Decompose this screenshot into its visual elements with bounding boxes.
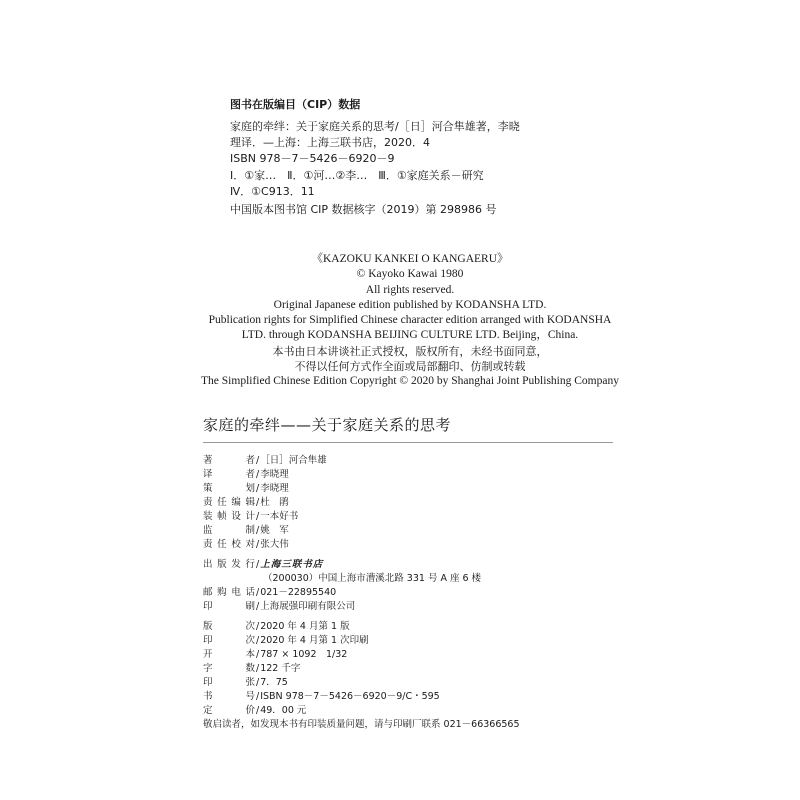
simplified-edition-copyright: The Simplified Chinese Edition Copyright © 2020 by Shanghai Joint Publishing Company (201, 375, 619, 388)
cip-isbn: ISBN 978－7－5426－6920－9 (230, 152, 395, 165)
authorization-notice: 本书由日本讲谈社正式授权，版权所有，未经书面同意， (272, 344, 548, 358)
credit-label: 责任校对 (203, 539, 255, 550)
credit-label: 译者 (203, 469, 255, 480)
publisher-row: 出版发行/上海三联书店 (203, 559, 324, 570)
spec-label: 印张 (203, 677, 255, 688)
publisher-address: （200030）中国上海市漕溪北路 331 号 A 座 6 楼 (263, 573, 482, 584)
rights-reserved: All rights reserved. (365, 283, 455, 296)
original-title: 《KAZOKU KANKEI O KANGAERU》 (311, 253, 509, 265)
credit-value: 李晓理 (260, 469, 289, 480)
cip-entry-line: 理译．—上海：上海三联书店，2020．4 (230, 136, 430, 149)
reader-notice: 敬启读者，如发现本书有印装质量问题，请与印刷厂联系 021－66366565 (203, 719, 520, 730)
copyright-line: © Kayoko Kawai 1980 (356, 268, 464, 281)
credit-row: 装帧设计/一本好书 (203, 511, 299, 522)
spec-label: 书号 (203, 691, 255, 702)
credit-row: 策划/李晓理 (203, 483, 289, 494)
spec-label: 开本 (203, 649, 255, 660)
printer-label: 印刷 (203, 601, 255, 612)
spec-label: 印次 (203, 635, 255, 646)
phone-row: 邮购电话/021－22895540 (203, 587, 337, 598)
book-title: 家庭的牵绊——关于家庭关系的思考 (203, 416, 452, 434)
spec-row: 定价/49．00 元 (203, 705, 307, 716)
publisher-seal-logo: 上海三联书店 (260, 559, 324, 570)
spec-label: 定价 (203, 705, 255, 716)
cip-record-number: 中国版本图书馆 CIP 数据核字（2019）第 298986 号 (230, 203, 497, 216)
credit-row: 译者/李晓理 (203, 469, 289, 480)
cip-heading: 图书在版编目（CIP）数据 (230, 98, 361, 111)
publisher-label: 出版发行 (203, 559, 255, 570)
spec-row: 书号/ISBN 978－7－5426－6920－9/C・595 (203, 691, 440, 702)
credit-label: 策划 (203, 483, 255, 494)
printer-row: 印刷/上海展强印刷有限公司 (203, 601, 356, 612)
spec-value: 787 × 1092 1/32 (260, 649, 348, 660)
spec-row: 字数/122 千字 (203, 663, 301, 674)
credit-label: 责任编辑 (203, 497, 255, 508)
spec-value: 49．00 元 (260, 705, 307, 716)
credit-row: 监制/姚 军 (203, 525, 289, 536)
printer-name: 上海展强印刷有限公司 (260, 601, 356, 612)
credit-value: 杜 鹃 (260, 497, 289, 508)
spec-label: 字数 (203, 663, 255, 674)
spec-value: ISBN 978－7－5426－6920－9/C・595 (260, 691, 440, 702)
spec-label: 版次 (203, 621, 255, 632)
cip-class-line: Ⅳ．①C913．11 (230, 185, 315, 198)
spec-row: 印张/7．75 (203, 677, 288, 688)
cip-entry-line: 家庭的牵绊：关于家庭关系的思考/［日］河合隼雄著，李晓 (230, 120, 520, 133)
credit-label: 监制 (203, 525, 255, 536)
credit-value: 一本好书 (260, 511, 299, 522)
credit-value: 张大伟 (260, 539, 289, 550)
spec-value: 122 千字 (260, 663, 301, 674)
credit-row: 责任校对/张大伟 (203, 539, 289, 550)
credit-row: 责任编辑/杜 鹃 (203, 497, 289, 508)
authorization-notice: 不得以任何方式作全面或局部翻印、仿制或转载 (294, 360, 526, 374)
publisher-address-row (203, 573, 481, 585)
cip-subject-line: Ⅰ．①家… Ⅱ．①河…②李… Ⅲ．①家庭关系－研究 (230, 169, 484, 182)
spec-value: 2020 年 4 月第 1 版 (260, 621, 350, 632)
publication-rights: Publication rights for Simplified Chinese character edition arranged with KODANSHA (208, 314, 612, 327)
credit-row: 著者/［日］河合隼雄 (203, 455, 327, 466)
credit-label: 装帧设计 (203, 511, 255, 522)
spec-row: 开本/787 × 1092 1/32 (203, 649, 348, 660)
credit-label: 著者 (203, 455, 255, 466)
phone-label: 邮购电话 (203, 587, 255, 598)
spec-row: 版次/2020 年 4 月第 1 版 (203, 621, 350, 632)
credit-value: 姚 军 (260, 525, 289, 536)
spec-row: 印次/2020 年 4 月第 1 次印刷 (203, 635, 369, 646)
spec-value: 7．75 (260, 677, 288, 688)
phone-number: 021－22895540 (260, 587, 337, 598)
credit-value: ［日］河合隼雄 (260, 455, 327, 466)
title-divider (203, 442, 613, 443)
original-publisher: Original Japanese edition published by KODANSHA LTD. (273, 298, 547, 311)
credit-value: 李晓理 (260, 483, 289, 494)
spec-value: 2020 年 4 月第 1 次印刷 (260, 635, 369, 646)
publication-rights: LTD. through KODANSHA BEIJING CULTURE LTD. Beijing，China. (241, 329, 579, 342)
rights-block (150, 252, 670, 390)
